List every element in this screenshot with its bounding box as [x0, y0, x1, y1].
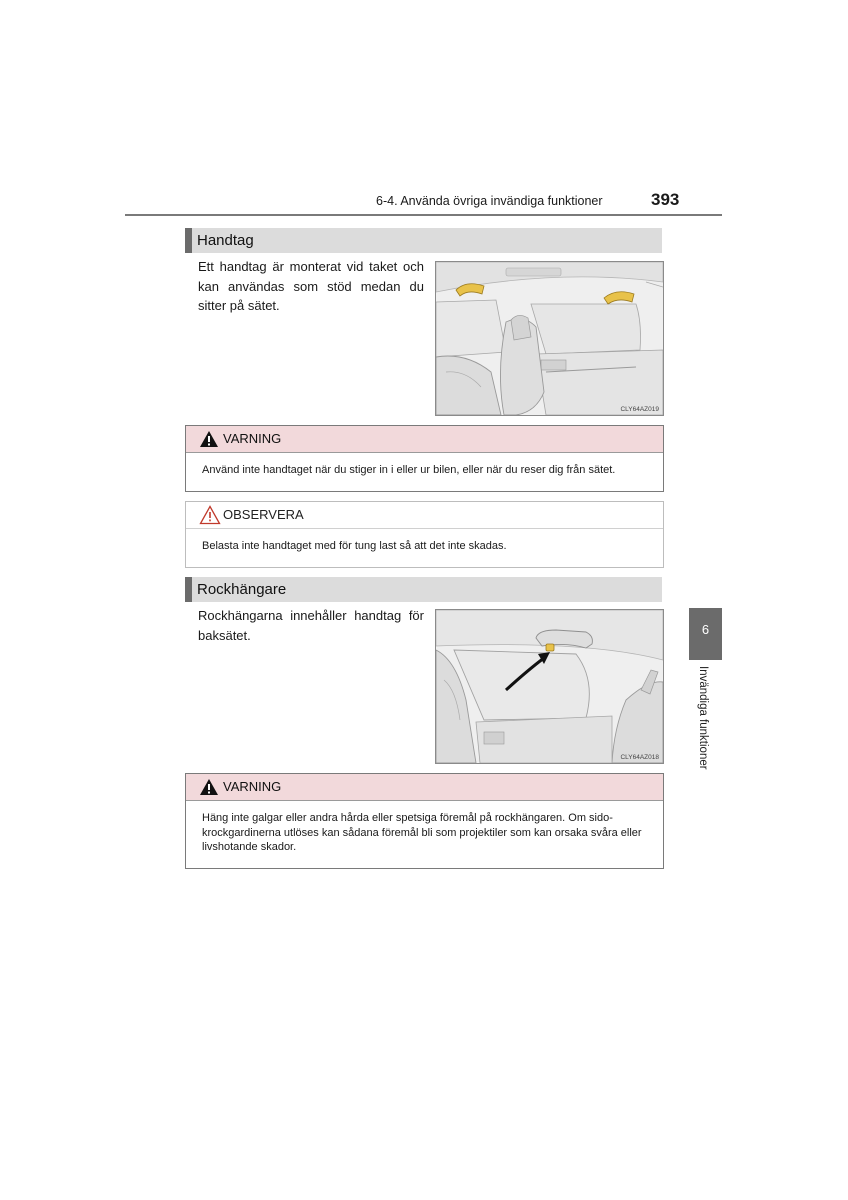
- warning-box: [185, 773, 664, 869]
- caution-text: Belasta inte handtaget med för tung last så att det inte skadas.: [202, 540, 507, 552]
- warning-label: VARNING: [223, 431, 282, 446]
- caution-box: [185, 501, 664, 568]
- car-interior-coat-hook-icon: [436, 610, 663, 763]
- chapter-tab[interactable]: [689, 608, 722, 660]
- section-accent: [185, 577, 192, 602]
- section-body-text: Rockhängarna innehåller handtag för baksätet.: [198, 608, 424, 643]
- warning-header: [186, 426, 663, 453]
- caution-triangle-icon: [199, 505, 221, 525]
- section-body-text: Ett handtag är monterat vid taket och kan användas som stöd medan du sitter på sätet.: [198, 259, 424, 313]
- grab-handle-illustration: [435, 261, 664, 416]
- section-title: Rockhängare: [197, 581, 287, 598]
- warning-label: VARNING: [223, 779, 282, 794]
- section-heading-handtag: [185, 228, 662, 253]
- warning-header: [186, 774, 663, 801]
- illustration-code: CLY64AZ019: [620, 406, 659, 413]
- illustration-code: CLY64AZ018: [620, 754, 659, 761]
- warning-text: Använd inte handtaget när du stiger in i eller ur bilen, eller när du reser dig från sätet.: [202, 464, 616, 476]
- warning-text: Häng inte galgar eller andra hårda eller spetsiga föremål på rockhängaren. Om sido-krockgardinerna utlöses kan sådana föremål bli som projektiler som kan orsaka svåra eller livshotande skador.: [202, 812, 642, 853]
- warning-box: [185, 425, 664, 492]
- warning-triangle-icon: [199, 430, 219, 448]
- warning-triangle-icon: [199, 778, 219, 796]
- section-heading-rockhangare: [185, 577, 662, 602]
- caution-label: OBSERVERA: [223, 507, 304, 522]
- section-accent: [185, 228, 192, 253]
- header-divider: [125, 214, 722, 216]
- chapter-label: Invändiga funktioner: [697, 666, 709, 770]
- car-interior-handles-icon: [436, 262, 663, 415]
- caution-header: [186, 502, 663, 529]
- running-header-title: 6-4. Använda övriga invändiga funktioner: [376, 194, 603, 208]
- section-title: Handtag: [197, 232, 254, 249]
- coat-hook-illustration: [435, 609, 664, 764]
- chapter-number: 6: [701, 622, 710, 637]
- page-number: 393: [651, 190, 680, 209]
